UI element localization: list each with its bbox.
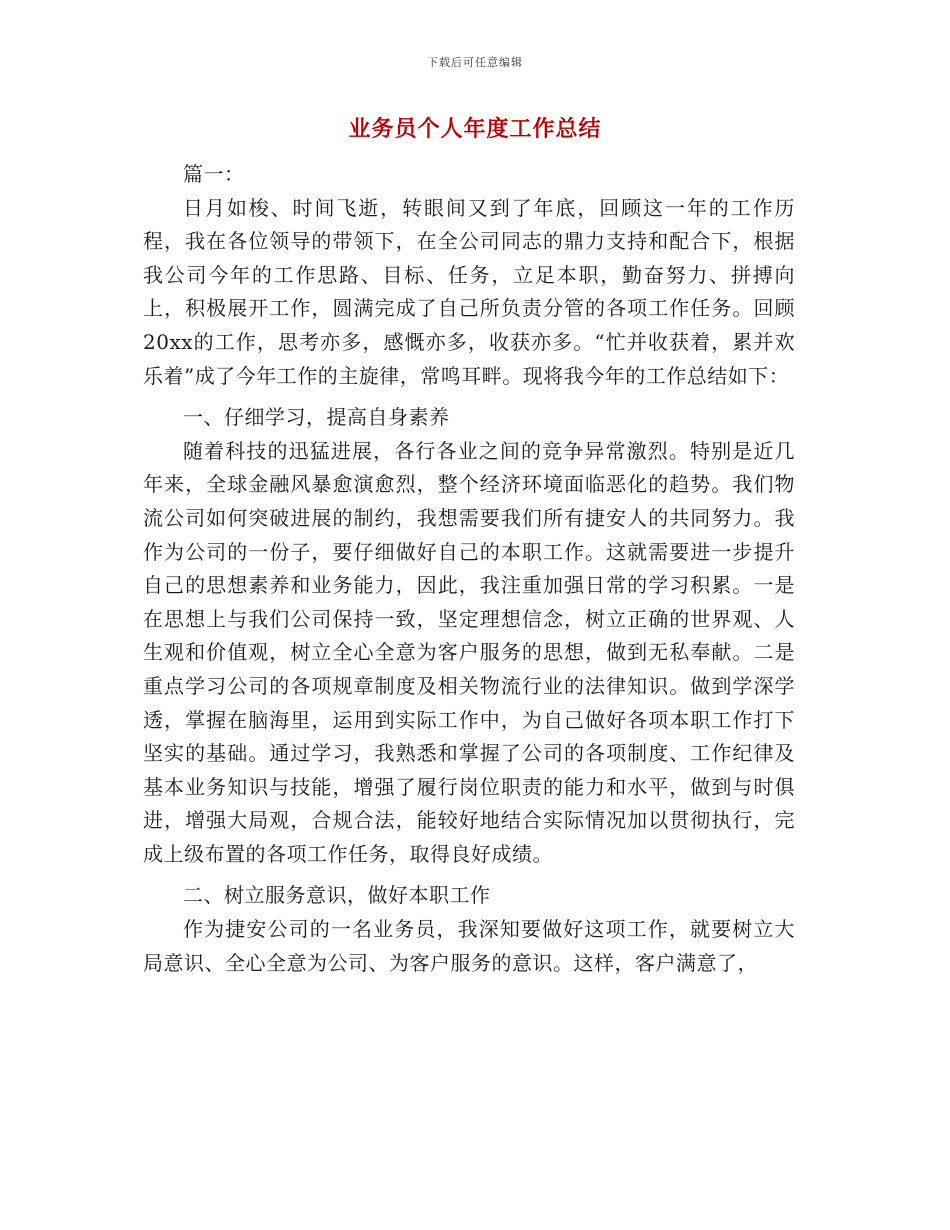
paragraph: 作为捷安公司的一名业务员，我深知要做好这项工作，就要树立大局意识、全心全意为公司、为客户服务的意识。这样，客户满意了， xyxy=(143,917,795,975)
paragraph: 日月如梭、时间飞逝，转眼间又到了年底，回顾这一年的工作历程，我在各位领导的带领下，在全公司同志的鼎力支持和配合下，根据我公司今年的工作思路、目标、任务，立足本职，勤奋努力、拼搏向上，积极展开工作，圆满完成了自己所负责分管的各项工作任务。回顾20xx的工作，思考亦多，感慨亦多，收获亦多。“忙并收获着，累并欢乐着”成了今年工作的主旋律，常鸣耳畔。现将我今年的工作总结如下： xyxy=(143,195,795,388)
paragraph: 随着科技的迅猛进展，各行各业之间的竞争异常激烈。特别是近几年来，全球金融风暴愈演愈烈，整个经济环境面临恶化的趋势。我们物流公司如何突破进展的制约，我想需要我们所有捷安人的共同努力。我作为公司的一份子，要仔细做好自己的本职工作。这就需要进一步提升自己的思想素养和业务能力，因此，我注重加强日常的学习积累。一是在思想上与我们公司保持一致，坚定理想信念，树立正确的世界观、人生观和价值观，树立全心全意为客户服务的思想，做到无私奉献。二是重点学习公司的各项规章制度及相关物流行业的法律知识。做到学深学透，掌握在脑海里，运用到实际工作中，为自己做好各项本职工作打下坚实的基础。通过学习，我熟悉和掌握了公司的各项制度、工作纪律及基本业务知识与技能，增强了履行岗位职责的能力和水平，做到与时俱进，增强大局观，合规合法，能较好地结合实际情况加以贯彻执行，完成上级布置的各项工作任务，取得良好成绩。 xyxy=(143,438,795,866)
header-note: 下载后可任意编辑 xyxy=(427,56,523,69)
section-heading: 一、仔细学习，提高自身素养 xyxy=(183,405,450,430)
document-title: 业务员个人年度工作总结 xyxy=(348,116,602,142)
section-heading: 二、树立服务意识，做好本职工作 xyxy=(183,883,491,908)
document-body xyxy=(143,158,795,980)
section-label: 篇一： xyxy=(183,162,245,186)
